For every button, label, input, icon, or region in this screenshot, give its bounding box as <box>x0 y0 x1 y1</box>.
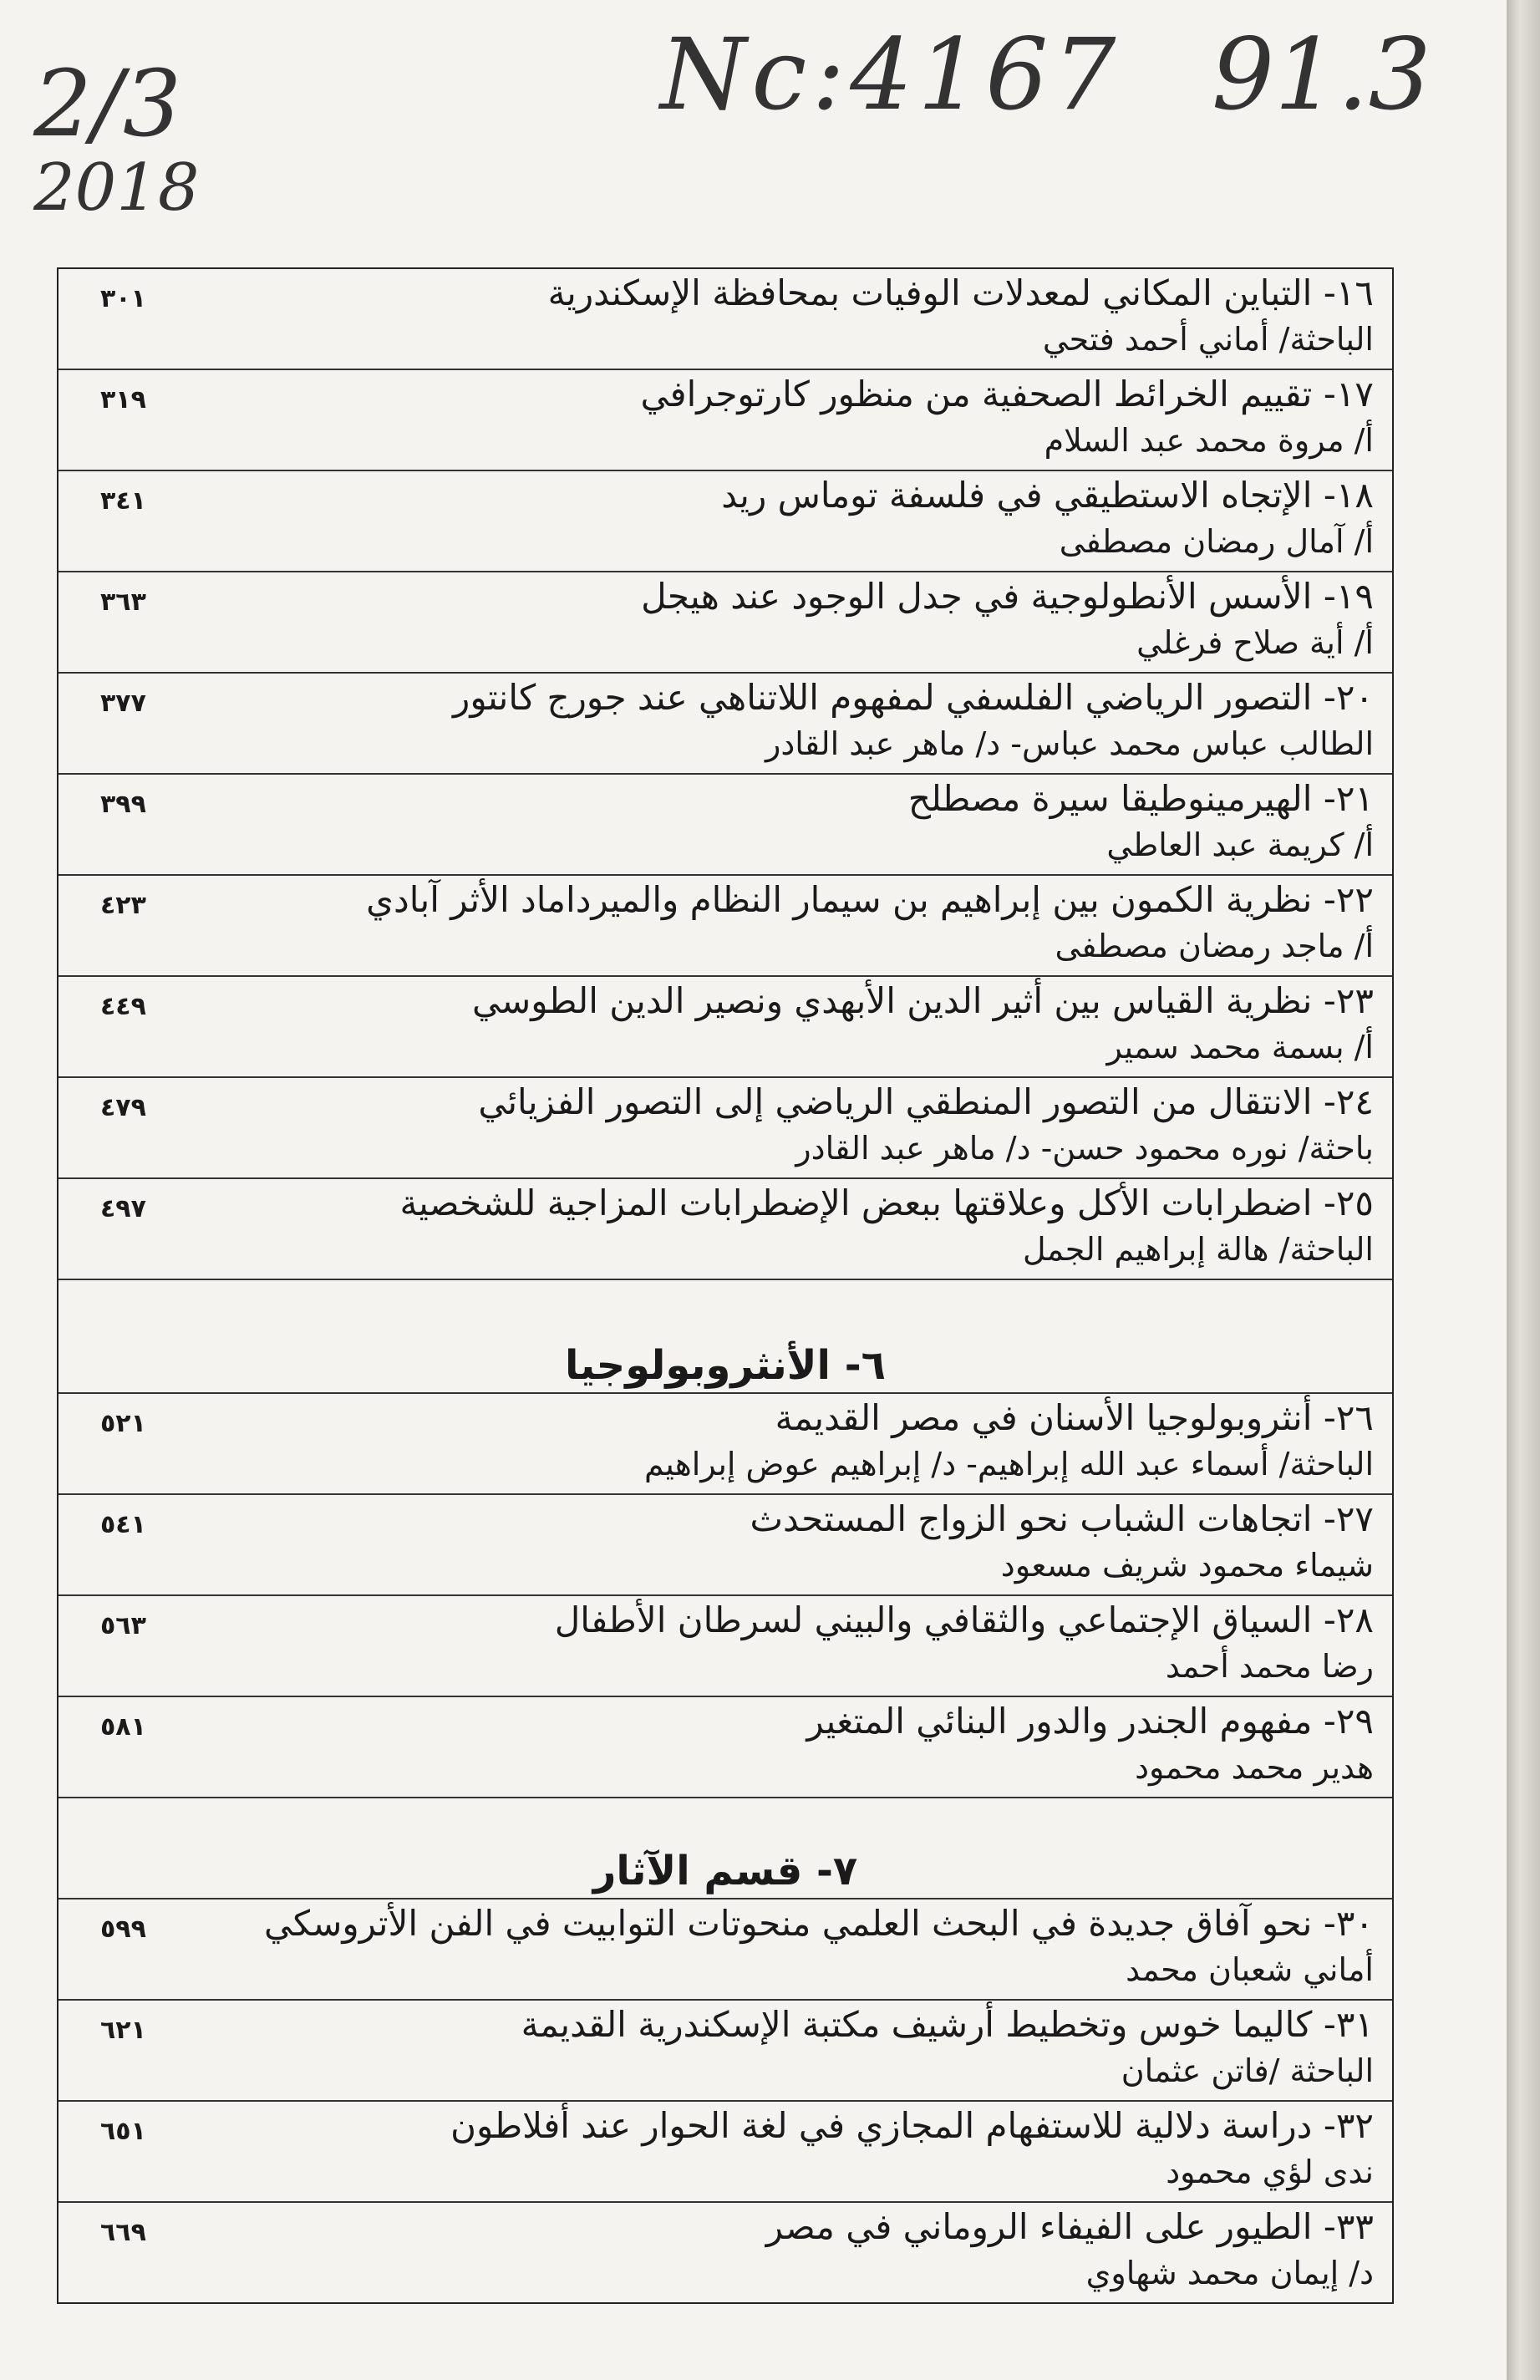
entry-author: الطالب عباس محمد عباس- د/ ماهر عبد القادر <box>765 725 1374 762</box>
entry-title: ٣١- كاليما خوس وتخطيط أرشيف مكتبة الإسكندرية القديمة <box>521 2004 1374 2045</box>
toc-row <box>58 269 1392 370</box>
page-number: ٣٧٧ <box>100 689 146 718</box>
entry-author: د/ إيمان محمد شهاوي <box>1085 2255 1374 2291</box>
entry-author: باحثة/ نوره محمود حسن- د/ ماهر عبد القادر <box>795 1130 1374 1167</box>
page-number: ٣١٩ <box>100 385 146 414</box>
entry-title: ٢٢- نظرية الكمون بين إبراهيم بن سيمار النظام والميرداماد الأثر آبادي <box>366 879 1374 920</box>
page-number: ٥٨١ <box>100 1712 146 1742</box>
page-number: ٣٦٣ <box>100 587 146 617</box>
page-number: ٣٤١ <box>100 486 146 516</box>
toc-row <box>58 572 1392 674</box>
toc-row <box>58 775 1392 876</box>
entry-author: أماني شعبان محمد <box>1126 1951 1374 1988</box>
page-number: ٥٢١ <box>100 1409 146 1438</box>
table-of-contents <box>57 267 1394 2304</box>
handwritten-note-left: 2/3 <box>33 50 182 157</box>
entry-title: ٣٠- نحو آفاق جديدة في البحث العلمي منحوتات التوابيت في الفن الأتروسكي <box>263 1903 1374 1944</box>
page-number: ٦٢١ <box>100 2016 146 2045</box>
entry-author: الباحثة/ أماني أحمد فتحي <box>1042 321 1374 358</box>
entry-author: ندى لؤي محمود <box>1166 2154 1374 2190</box>
page-number: ٦٥١ <box>100 2117 146 2146</box>
entry-author: أ/ آمال رمضان مصطفى <box>1059 523 1374 560</box>
toc-row <box>58 370 1392 471</box>
entry-author: الباحثة/ أسماء عبد الله إبراهيم- د/ إبراهيم عوض إبراهيم <box>644 1446 1374 1482</box>
toc-row <box>58 1394 1392 1495</box>
entry-title: ٢٣- نظرية القياس بين أثير الدين الأبهدي ونصير الدين الطوسي <box>472 980 1374 1021</box>
page-number: ٥٩٩ <box>100 1915 146 1944</box>
entry-author: أ/ ماجد رمضان مصطفى <box>1055 928 1374 964</box>
page-number: ٤٩٧ <box>100 1194 146 1223</box>
toc-row <box>58 674 1392 775</box>
toc-row <box>58 471 1392 572</box>
entry-title: ٢١- الهيرمينوطيقا سيرة مصطلح <box>907 778 1374 819</box>
entry-author: أ/ كريمة عبد العاطي <box>1106 826 1374 863</box>
toc-row <box>58 2102 1392 2203</box>
section-heading: ٧- قسم الآثار <box>592 1848 858 1894</box>
section-heading: ٦- الأنثروبولوجيا <box>565 1342 886 1389</box>
toc-row <box>58 1179 1392 1280</box>
page-number: ٣٩٩ <box>100 790 146 819</box>
entry-title: ٢٥- اضطرابات الأكل وعلاقتها ببعض الإضطرابات المزاجية للشخصية <box>399 1182 1374 1223</box>
entry-title: ٣٣- الطيور على الفيفاء الروماني في مصر <box>765 2206 1374 2247</box>
page-number: ٦٦٩ <box>100 2218 146 2247</box>
entry-author: أ/ أية صلاح فرغلي <box>1136 624 1374 661</box>
entry-author: شيماء محمود شريف مسعود <box>1000 1547 1374 1584</box>
entry-title: ٣٢- دراسة دلالية للاستفهام المجازي في لغة الحوار عند أفلاطون <box>450 2105 1374 2146</box>
toc-row <box>58 876 1392 977</box>
toc-row <box>58 1596 1392 1697</box>
entry-title: ٢٦- أنثروبولوجيا الأسنان في مصر القديمة <box>775 1397 1374 1438</box>
entry-title: ٢٩- مفهوم الجندر والدور البنائي المتغير <box>806 1701 1374 1742</box>
entry-title: ٢٠- التصور الرياضي الفلسفي لمفهوم اللاتناهي عند جورج كانتور <box>453 677 1374 718</box>
page-number: ٣٠١ <box>100 284 146 313</box>
toc-row <box>58 1078 1392 1179</box>
entry-title: ١٧- تقييم الخرائط الصحفية من منظور كارتوجرافي <box>640 374 1374 414</box>
handwritten-classification: 91.3 <box>1212 17 1431 132</box>
toc-row <box>58 977 1392 1078</box>
page-number: ٤٢٣ <box>100 891 146 920</box>
entry-author: رضا محمد أحمد <box>1165 1648 1374 1685</box>
entry-author: الباحثة/ هالة إبراهيم الجمل <box>1023 1231 1374 1268</box>
toc-row <box>58 1899 1392 2001</box>
entry-title: ٢٧- اتجاهات الشباب نحو الزواج المستحدث <box>750 1498 1374 1539</box>
entry-title: ١٦- التباين المكاني لمعدلات الوفيات بمحافظة الإسكندرية <box>547 272 1374 313</box>
handwritten-catalog-number: Nc:4167 <box>660 17 1121 132</box>
entry-author: أ/ مروة محمد عبد السلام <box>1044 422 1374 459</box>
page-number: ٤٤٩ <box>100 992 146 1021</box>
toc-row <box>58 1697 1392 1798</box>
handwritten-year: 2018 <box>33 150 200 226</box>
page-number: ٤٧٩ <box>100 1093 146 1122</box>
entry-author: هدير محمد محمود <box>1135 1749 1374 1786</box>
entry-title: ٢٤- الانتقال من التصور المنطقي الرياضي إلى التصور الفزيائي <box>478 1081 1374 1122</box>
page-edge <box>1507 0 1540 2380</box>
entry-title: ١٨- الإتجاه الاستطيقي في فلسفة توماس ريد <box>721 475 1374 516</box>
toc-row <box>58 1495 1392 1596</box>
toc-row <box>58 2001 1392 2102</box>
page-number: ٥٦٣ <box>100 1611 146 1640</box>
entry-title: ١٩- الأسس الأنطولوجية في جدل الوجود عند هيجل <box>641 576 1374 617</box>
entry-author: الباحثة /فاتن عثمان <box>1121 2052 1374 2089</box>
toc-row <box>58 2203 1392 2304</box>
section-heading-row <box>58 1798 1392 1899</box>
section-heading-row <box>58 1280 1392 1394</box>
entry-author: أ/ بسمة محمد سمير <box>1106 1029 1374 1065</box>
page-number: ٥٤١ <box>100 1510 146 1539</box>
entry-title: ٢٨- السياق الإجتماعي والثقافي والبيني لسرطان الأطفال <box>554 1599 1374 1640</box>
